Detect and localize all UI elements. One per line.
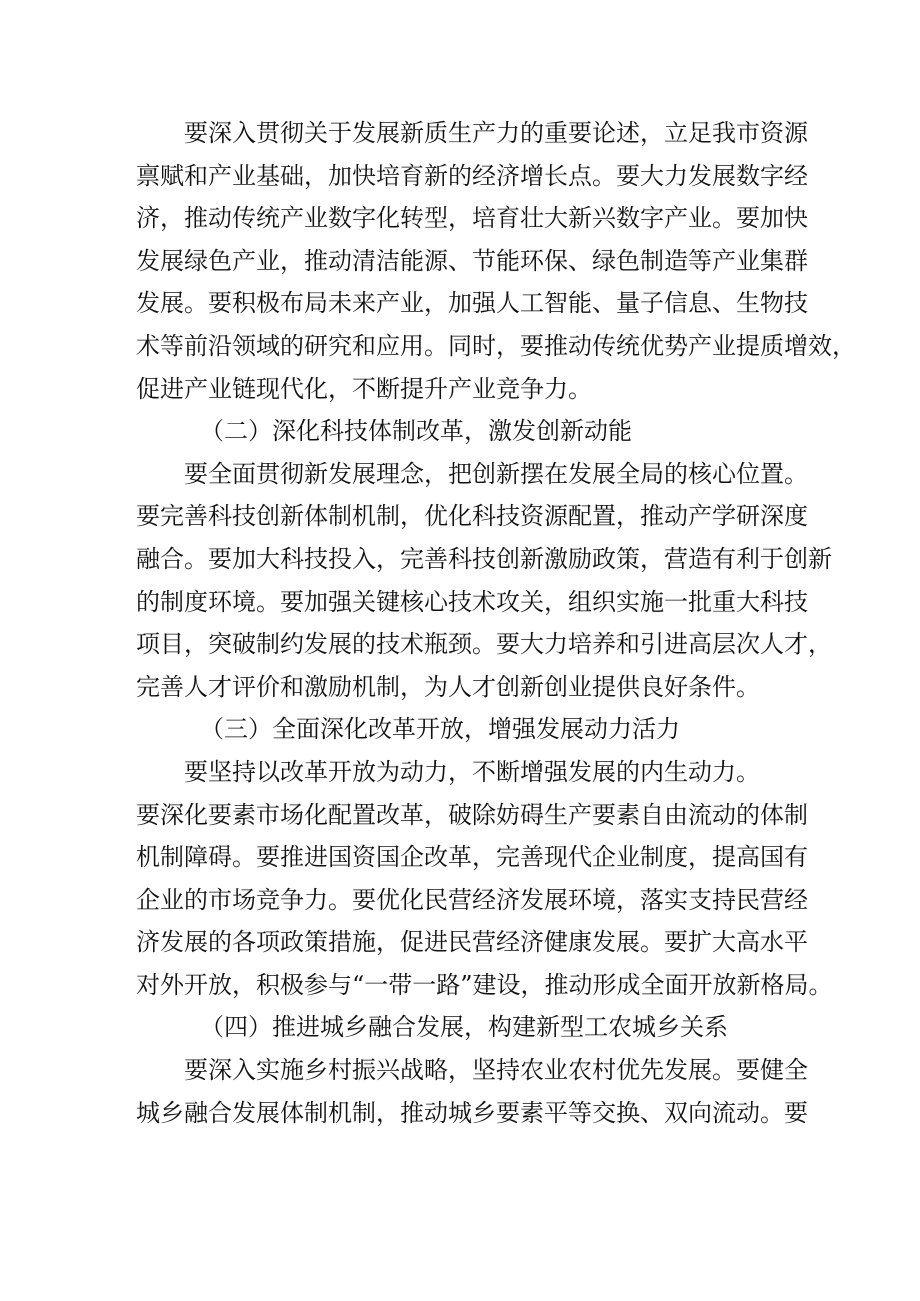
section-heading: （四）推进城乡融合发展，构建新型工农城乡关系 bbox=[200, 1013, 728, 1042]
paragraph-line: 的制度环境。要加强关键核心技术攻关，组织实施一批重大科技 bbox=[136, 587, 808, 616]
section-heading: （三）全面深化改革开放，增强发展动力活力 bbox=[200, 715, 680, 744]
paragraph-line: 促进产业链现代化，不断提升产业竞争力。 bbox=[136, 374, 592, 403]
paragraph-line: 要深化要素市场化配置改革，破除妨碍生产要素自由流动的体制 bbox=[136, 800, 808, 829]
paragraph-line: 禀赋和产业基础，加快培育新的经济增长点。要大力发展数字经 bbox=[136, 161, 808, 190]
paragraph-line: 要深入贯彻关于发展新质生产力的重要论述，立足我市资源 bbox=[184, 119, 808, 147]
paragraph-line: 发展绿色产业，推动清洁能源、节能环保、绿色制造等产业集群 bbox=[136, 246, 808, 275]
paragraph-line: 企业的市场竞争力。要优化民营经济发展环境，落实支持民营经 bbox=[136, 885, 808, 914]
paragraph-line: 融合。要加大科技投入，完善科技创新激励政策，营造有利于创新 bbox=[136, 544, 832, 573]
paragraph-line: 济发展的各项政策措施，促进民营经济健康发展。要扩大高水平 bbox=[136, 928, 808, 957]
body-text bbox=[136, 112, 856, 1134]
paragraph-line: 要完善科技创新体制机制，优化科技资源配置，推动产学研深度 bbox=[136, 502, 808, 531]
paragraph-line: 要全面贯彻新发展理念，把创新摆在发展全局的核心位置。 bbox=[184, 459, 808, 488]
paragraph-line: 要坚持以改革开放为动力，不断增强发展的内生动力。 bbox=[184, 757, 760, 786]
paragraph-line: 济，推动传统产业数字化转型，培育壮大新兴数字产业。要加快 bbox=[136, 204, 808, 233]
paragraph-line: 完善人才评价和激励机制，为人才创新创业提供良好条件。 bbox=[136, 672, 760, 701]
paragraph-line: 城乡融合发展体制机制，推动城乡要素平等交换、双向流动。要 bbox=[136, 1098, 808, 1127]
paragraph-line: 项目，突破制约发展的技术瓶颈。要大力培养和引进高层次人才， bbox=[136, 630, 832, 659]
paragraph-line: 对外开放，积极参与“一带一路”建设，推动形成全面开放新格局。 bbox=[136, 970, 833, 999]
paragraph-line: 机制障碍。要推进国资国企改革，完善现代企业制度，提高国有 bbox=[136, 843, 808, 872]
paragraph-line: 术等前沿领域的研究和应用。同时，要推动传统优势产业提质增效， bbox=[136, 331, 856, 360]
paragraph-line: 发展。要积极布局未来产业，加强人工智能、量子信息、生物技 bbox=[136, 289, 808, 318]
paragraph-line: 要深入实施乡村振兴战略，坚持农业农村优先发展。要健全 bbox=[184, 1056, 808, 1085]
section-heading: （二）深化科技体制改革，激发创新动能 bbox=[200, 417, 632, 446]
